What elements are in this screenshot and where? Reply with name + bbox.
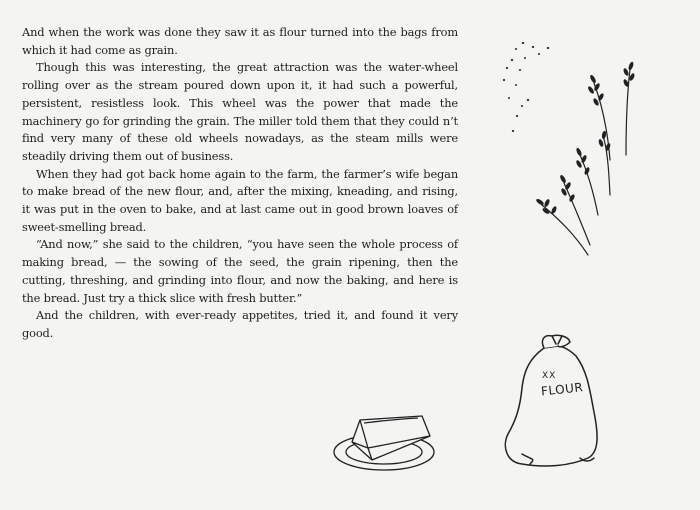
seed: [506, 67, 508, 69]
seed: [521, 105, 523, 107]
paragraph-4: “And now,” she said to the children, “you have seen the whole process of making bread, — the sowing of the seed, the grain ripening, then the cutting, threshing, and grinding into flour, and now the baking, and here is the bread. Just try a thick slice with fresh butter.”: [22, 237, 458, 305]
seed: [503, 79, 505, 81]
seed: [511, 59, 513, 61]
paragraph-3: When they had got back home again to the farm, the farmer’s wife began to make bread of the new flour, and, after the mixing, kneading, and rising, it was put in the oven to bake, and at last came out in good brown loaves of sweet-smelling bread.: [22, 166, 458, 234]
seed: [532, 46, 534, 48]
paragraph-1: And when the work was done they saw it as flour turned into the bags from which it had come as grain.: [22, 25, 458, 57]
paragraph-5: And the children, with ever-ready appetites, tried it, and found it very good.: [22, 308, 458, 340]
seed: [519, 69, 521, 71]
seed: [515, 84, 517, 86]
paragraph-2: Though this was interesting, the great attraction was the water-wheel rolling over as the stream poured down upon it, it had such a powerful, persistent, resistless look. This wheel was the power that made the machinery go for grinding the grain. The miller told them that they could n’t find very many of these old wheels nowadays, as the steam mills were steadily driving them out of business.: [22, 60, 458, 163]
seed: [527, 99, 529, 101]
seed: [547, 47, 550, 49]
flour-sack-label: FLOUR: [540, 380, 584, 399]
seed: [524, 57, 526, 59]
seed: [508, 97, 510, 99]
seed: [512, 130, 514, 132]
bread-loaf-illustration: [330, 408, 440, 476]
seed: [515, 48, 517, 50]
flour-sack-illustration: [500, 330, 610, 475]
wheat-stalks-illustration: [530, 55, 650, 265]
story-text: [22, 24, 458, 343]
seed: [516, 115, 518, 117]
seed: [522, 42, 525, 44]
flour-sack-mark: XX: [542, 371, 557, 381]
